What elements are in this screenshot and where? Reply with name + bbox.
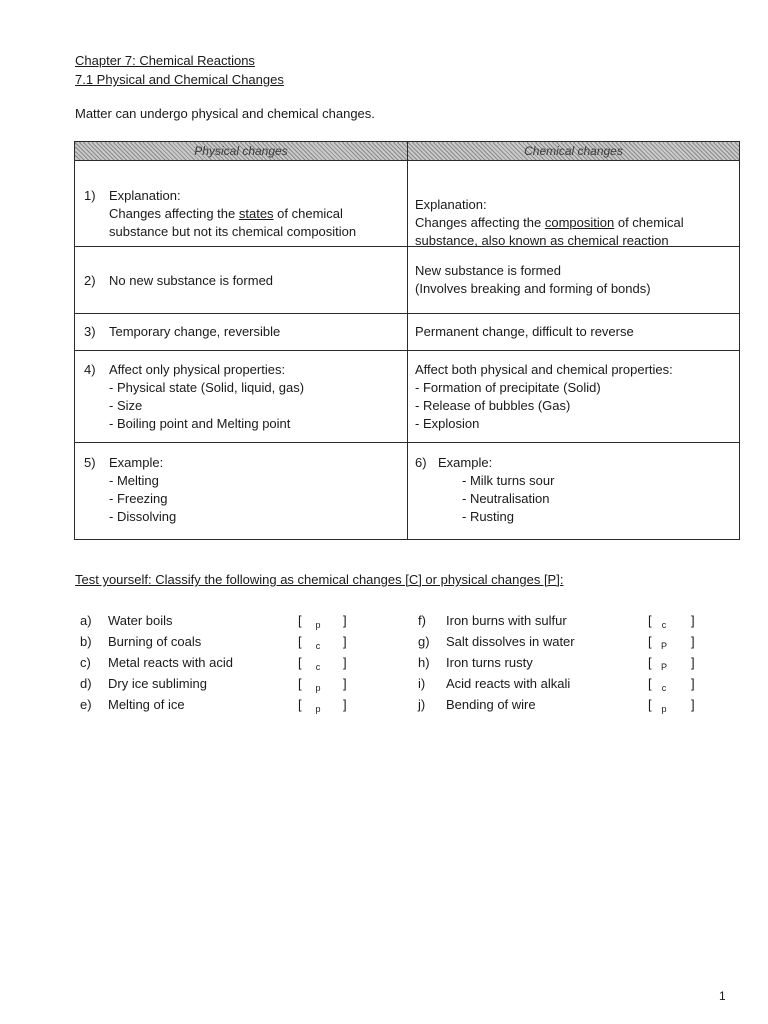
- comparison-table: [74, 141, 740, 540]
- answer-mark: c: [661, 620, 667, 630]
- cell-text: Example:: [438, 455, 493, 470]
- cell-text: - Size: [109, 398, 143, 413]
- answer-mark: c: [315, 641, 321, 651]
- answer-bracket-open: [: [648, 613, 652, 628]
- answer-bracket-open: [: [298, 676, 302, 691]
- question-text: Metal reacts with acid: [108, 655, 233, 670]
- chemical-cell: [408, 161, 740, 247]
- question-letter: e): [80, 697, 92, 712]
- answer-bracket-close: ]: [691, 634, 695, 649]
- answer-mark: p: [315, 683, 321, 693]
- question-text: Melting of ice: [108, 697, 185, 712]
- answer-bracket-close: ]: [343, 613, 347, 628]
- question-letter: g): [418, 634, 430, 649]
- answer-bracket-close: ]: [691, 655, 695, 670]
- answer-mark: p: [315, 704, 321, 714]
- chemical-cell: [408, 314, 740, 351]
- table-row: [75, 247, 740, 314]
- answer-bracket-open: [: [298, 655, 302, 670]
- answer-bracket-open: [: [298, 634, 302, 649]
- physical-cell: [75, 247, 408, 314]
- physical-cell: [75, 443, 408, 540]
- table-header-row: [75, 142, 740, 161]
- test-yourself-heading: Test yourself: Classify the following as chemical changes [C] or physical changes [P]:: [75, 572, 564, 587]
- question-text: Acid reacts with alkali: [446, 676, 571, 691]
- explanation-text-line-2: substance but not its chemical composition: [109, 224, 357, 239]
- answer-mark: p: [661, 704, 667, 714]
- question-text: Salt dissolves in water: [446, 634, 575, 649]
- row-number: 1): [84, 188, 96, 203]
- cell-text: - Explosion: [415, 416, 480, 431]
- section-title: 7.1 Physical and Chemical Changes: [75, 72, 284, 87]
- states-keyword: states: [238, 206, 274, 221]
- cell-text: Permanent change, difficult to reverse: [415, 324, 634, 339]
- answer-bracket-open: [: [648, 676, 652, 691]
- cell-text: (Involves breaking and forming of bonds): [415, 281, 651, 296]
- cell-text: - Freezing: [109, 491, 168, 506]
- cell-text: - Release of bubbles (Gas): [415, 398, 571, 413]
- chemical-cell: [408, 247, 740, 314]
- answer-bracket-open: [: [648, 697, 652, 712]
- table-row: [75, 314, 740, 351]
- header-physical-changes: Physical changes: [75, 142, 408, 161]
- physical-cell: [75, 314, 408, 351]
- answer-bracket-close: ]: [691, 697, 695, 712]
- question-letter: c): [80, 655, 91, 670]
- question-letter: b): [80, 634, 92, 649]
- question-text: Water boils: [108, 613, 173, 628]
- question-letter: d): [80, 676, 92, 691]
- cell-text: Affect only physical properties:: [109, 362, 286, 377]
- answer-bracket-close: ]: [691, 676, 695, 691]
- chapter-title: Chapter 7: Chemical Reactions: [75, 53, 255, 68]
- question-text: Iron turns rusty: [446, 655, 533, 670]
- answer-bracket-close: ]: [343, 655, 347, 670]
- answer-mark: p: [315, 620, 321, 630]
- question-letter: h): [418, 655, 430, 670]
- answer-bracket-open: [: [298, 697, 302, 712]
- answer-bracket-close: ]: [343, 697, 347, 712]
- answer-bracket-close: ]: [343, 676, 347, 691]
- composition-keyword: composition: [544, 215, 615, 230]
- answer-mark: P: [660, 641, 667, 651]
- answer-bracket-open: [: [648, 634, 652, 649]
- cell-text: Example:: [109, 455, 164, 470]
- cell-text: - Formation of precipitate (Solid): [415, 380, 601, 395]
- intro-text: Matter can undergo physical and chemical changes.: [75, 106, 375, 121]
- row-number: 4): [84, 362, 96, 377]
- header-chemical-changes: Chemical changes: [408, 142, 740, 161]
- answer-bracket-close: ]: [343, 634, 347, 649]
- answer-bracket-close: ]: [691, 613, 695, 628]
- cell-text: New substance is formed: [415, 263, 561, 278]
- cell-text: - Dissolving: [109, 509, 177, 524]
- question-text: Dry ice subliming: [108, 676, 207, 691]
- cell-text: - Rusting: [462, 509, 515, 524]
- row-number: 6): [415, 455, 427, 470]
- question-text: Iron burns with sulfur: [446, 613, 567, 628]
- answer-bracket-open: [: [298, 613, 302, 628]
- answer-bracket-open: [: [648, 655, 652, 670]
- explanation-label: Explanation:: [415, 197, 487, 212]
- question-letter: a): [80, 613, 92, 628]
- cell-text: - Boiling point and Melting point: [109, 416, 291, 431]
- table-row: [75, 161, 740, 247]
- question-letter: f): [418, 613, 426, 628]
- physical-cell: [75, 161, 408, 247]
- question-text: Bending of wire: [446, 697, 536, 712]
- question-letter: i): [418, 676, 426, 691]
- explanation-text-line: Changes affecting the states of chemical: [109, 206, 343, 221]
- chemical-cell: [408, 351, 740, 443]
- cell-text: No new substance is formed: [109, 273, 274, 288]
- answer-mark: c: [661, 683, 667, 693]
- row-number: 5): [84, 455, 96, 470]
- answer-mark: c: [315, 662, 321, 672]
- answer-mark: P: [660, 662, 667, 672]
- table-row: [75, 351, 740, 443]
- question-letter: j): [418, 697, 426, 712]
- row-number: 3): [84, 324, 96, 339]
- cell-text: - Neutralisation: [462, 491, 550, 506]
- cell-text: - Melting: [109, 473, 159, 488]
- physical-cell: [75, 351, 408, 443]
- cell-text: Temporary change, reversible: [109, 324, 281, 339]
- explanation-label: Explanation:: [109, 188, 181, 203]
- explanation-text-line: Changes affecting the composition of chemical: [415, 215, 684, 230]
- explanation-text-line-2: substance, also known as chemical reaction: [415, 233, 669, 248]
- table-row: [75, 443, 740, 540]
- cell-text: - Milk turns sour: [462, 473, 555, 488]
- question-text: Burning of coals: [108, 634, 202, 649]
- cell-text: - Physical state (Solid, liquid, gas): [109, 380, 305, 395]
- row-number: 2): [84, 273, 96, 288]
- page-number: 1: [719, 989, 726, 1003]
- chemical-cell: [408, 443, 740, 540]
- cell-text: Affect both physical and chemical properties:: [415, 362, 673, 377]
